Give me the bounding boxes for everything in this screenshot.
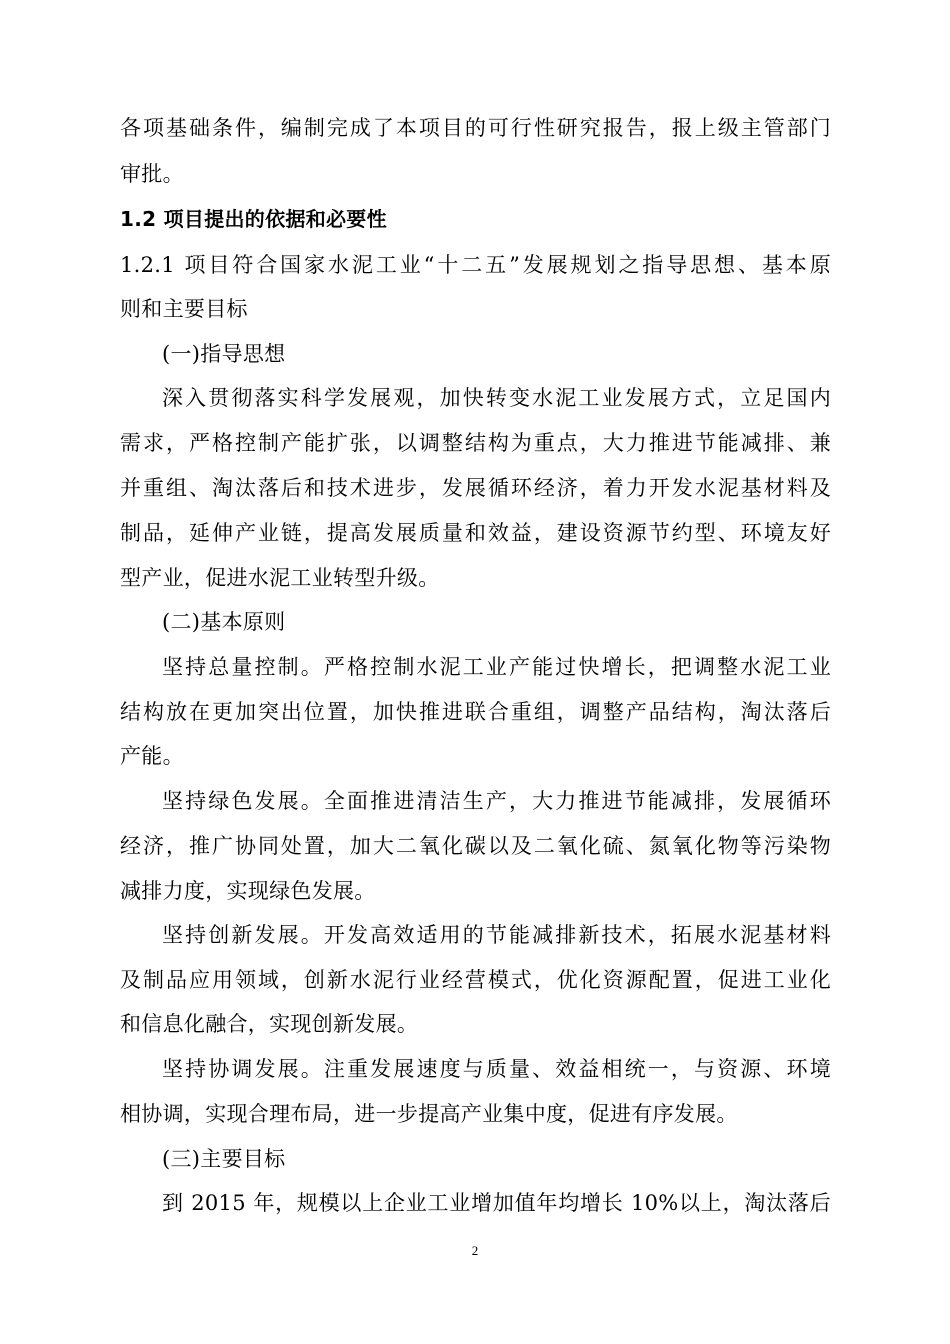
body-text-line: 审批。 [120, 162, 184, 186]
paragraph-line: 型产业，促进水泥工业转型升级。 [120, 566, 440, 590]
paragraph-line: 并重组、淘汰落后和技术进步，发展循环经济，着力开发水泥基材料及 [120, 476, 831, 500]
paragraph-line: 坚持协调发展。注重发展速度与质量、效益相统一，与资源、环境 [162, 1057, 831, 1081]
paragraph-line: 制品，延伸产业链，提高发展质量和效益，建设资源节约型、环境友好 [120, 521, 831, 545]
paragraph-line: 减排力度，实现绿色发展。 [120, 879, 376, 903]
paragraph-line: 坚持总量控制。严格控制水泥工业产能过快增长，把调整水泥工业 [162, 655, 831, 679]
basic-principles-title: (二)基本原则 [162, 610, 286, 634]
paragraph-line: 坚持绿色发展。全面推进清洁生产，大力推进节能减排，发展循环 [162, 789, 831, 813]
paragraph-line: 深入贯彻落实科学发展观，加快转变水泥工业发展方式，立足国内 [162, 386, 831, 410]
body-text-line: 各项基础条件，编制完成了本项目的可行性研究报告，报上级主管部门 [120, 116, 831, 140]
paragraph-line: 需求，严格控制产能扩张，以调整结构为重点，大力推进节能减排、兼 [120, 431, 831, 455]
paragraph-line: 到 2015 年，规模以上企业工业增加值年均增长 10%以上，淘汰落后 [162, 1191, 831, 1215]
paragraph-line: 结构放在更加突出位置，加快推进联合重组，调整产品结构，淘汰落后 [120, 700, 831, 724]
guiding-thought-title: (一)指导思想 [162, 342, 286, 366]
page-number: 2 [471, 1243, 479, 1258]
subsection-heading: 1.2.1 项目符合国家水泥工业“十二五”发展规划之指导思想、基本原 [120, 253, 831, 277]
section-heading: 1.2 项目提出的依据和必要性 [120, 207, 387, 231]
paragraph-line: 相协调，实现合理布局，进一步提高产业集中度，促进有序发展。 [120, 1102, 738, 1126]
paragraph-line: 坚持创新发展。开发高效适用的节能减排新技术，拓展水泥基材料 [162, 923, 831, 947]
paragraph-line: 产能。 [120, 744, 184, 768]
paragraph-line: 和信息化融合，实现创新发展。 [120, 1012, 419, 1036]
main-goals-title: (三)主要目标 [162, 1147, 286, 1171]
paragraph-line: 及制品应用领域，创新水泥行业经营模式，优化资源配置，促进工业化 [120, 968, 831, 992]
subsection-heading-continued: 则和主要目标 [120, 297, 248, 321]
paragraph-line: 经济，推广协同处置，加大二氧化碳以及二氧化硫、氮氧化物等污染物 [120, 834, 831, 858]
